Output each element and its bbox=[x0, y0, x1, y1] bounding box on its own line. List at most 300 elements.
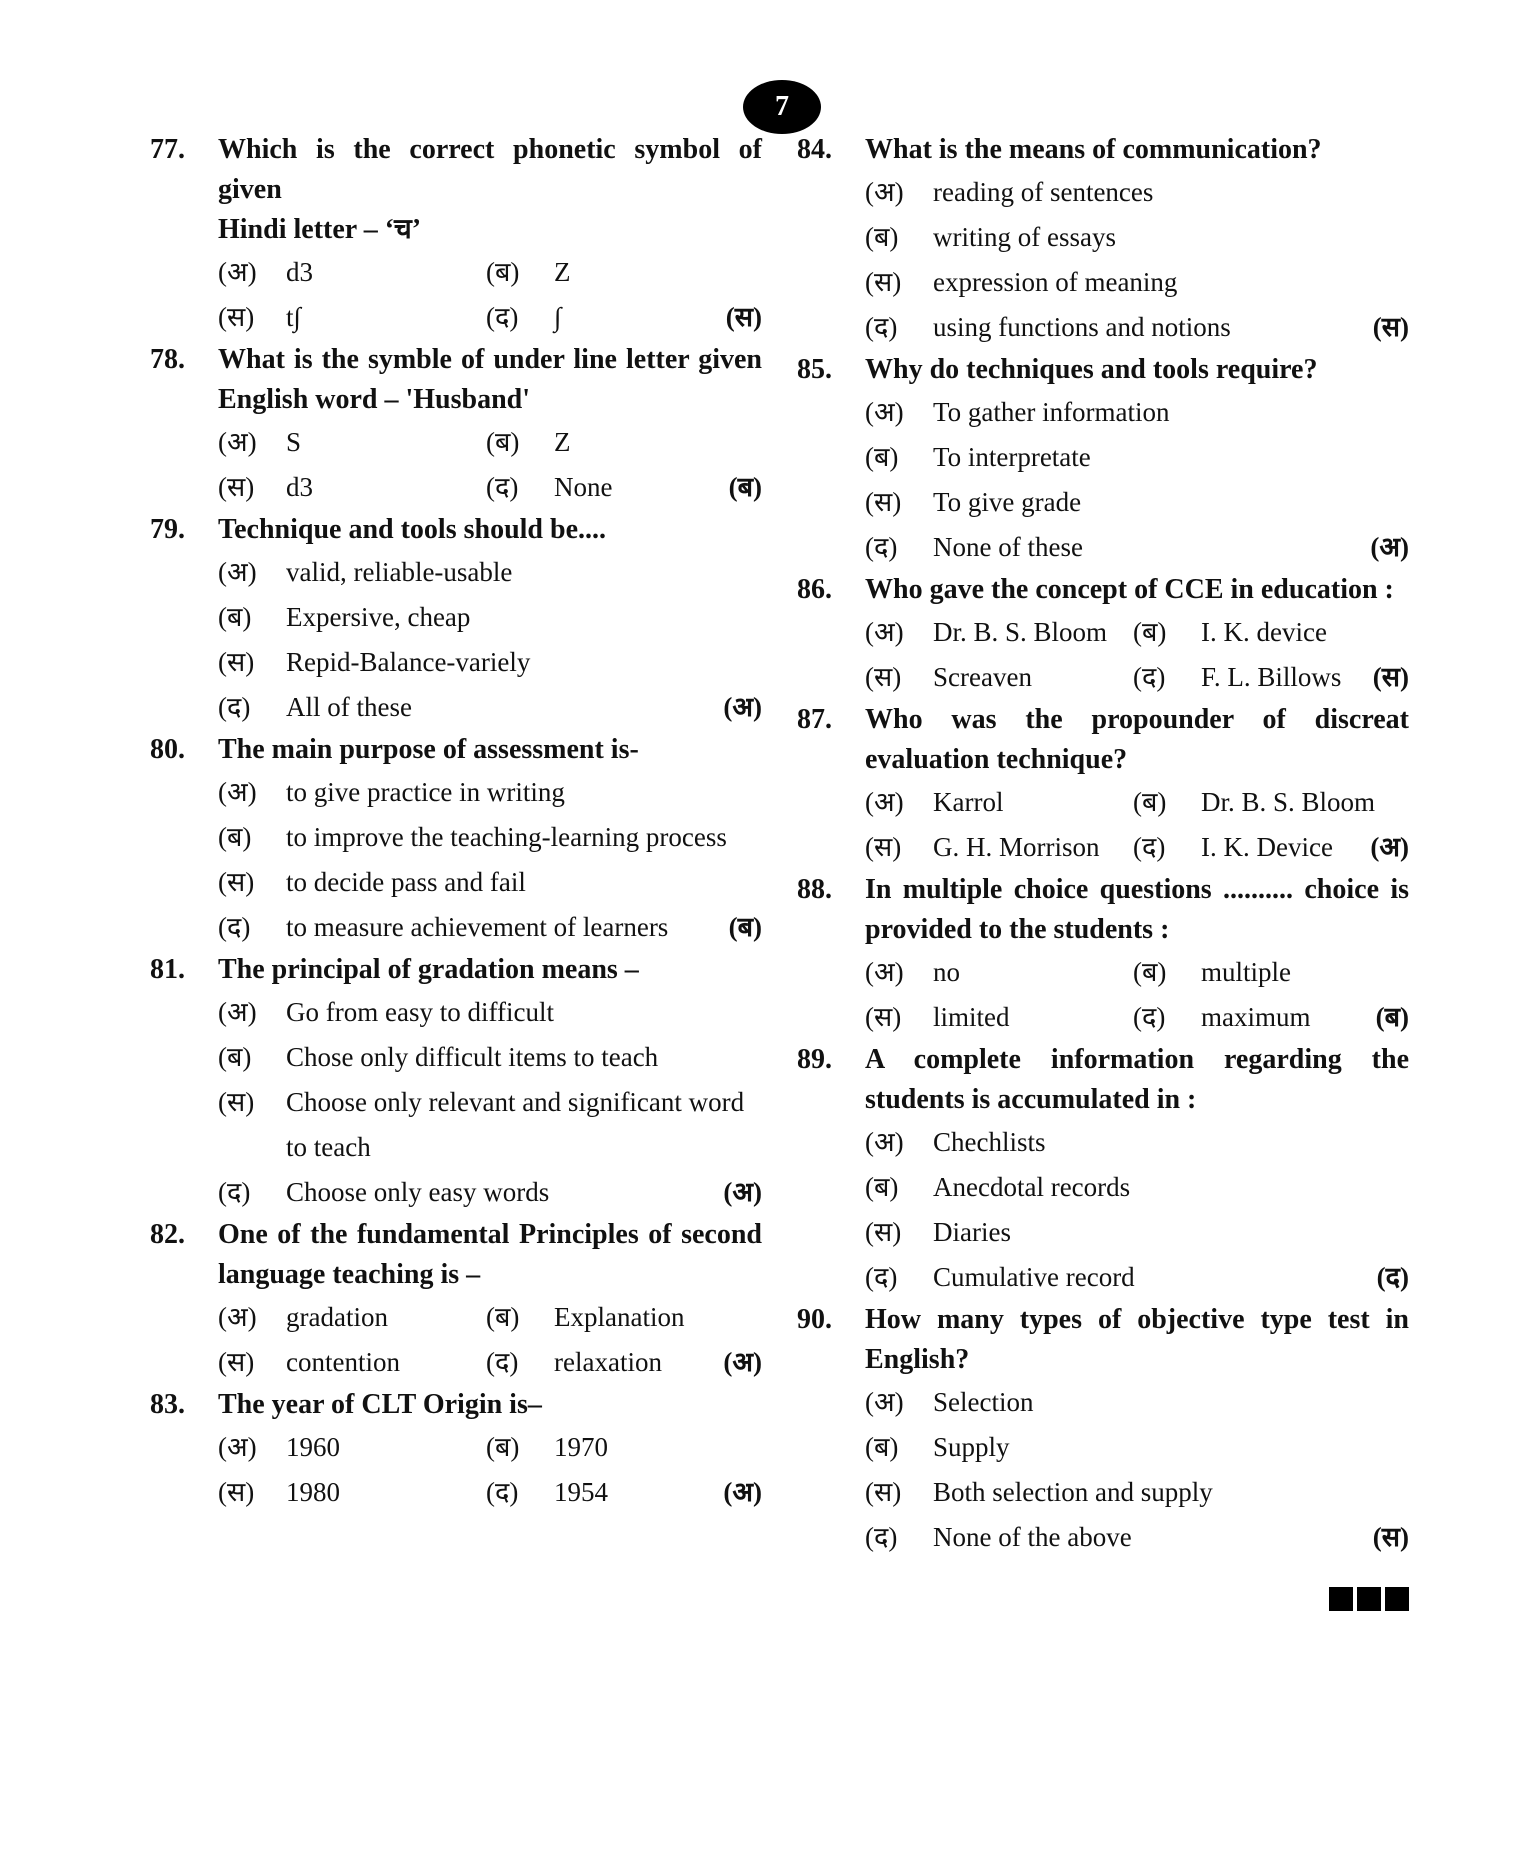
option bbox=[865, 1380, 1033, 1425]
question-text-line bbox=[150, 730, 762, 770]
option-text: Chose only difficult items to teach bbox=[286, 1042, 659, 1072]
question-text: students is accumulated in : bbox=[865, 1084, 1197, 1115]
option-label: (द) bbox=[218, 692, 251, 722]
option-label: (द) bbox=[1133, 1002, 1166, 1032]
option-text: to give practice in writing bbox=[286, 777, 565, 807]
option-label: (ब) bbox=[218, 822, 252, 852]
option bbox=[218, 420, 301, 465]
option-text: I. K. Device bbox=[1201, 832, 1333, 862]
correct-answer: (ब) bbox=[728, 912, 762, 942]
option-text: Choose only relevant and significant word bbox=[286, 1087, 745, 1117]
option bbox=[1133, 780, 1375, 825]
option bbox=[218, 685, 412, 730]
question-text-line bbox=[150, 130, 762, 210]
option-row bbox=[797, 1165, 1409, 1210]
option-row bbox=[797, 825, 1409, 870]
option-text: relaxation bbox=[554, 1347, 662, 1377]
option-text: Repid-Balance-variely bbox=[286, 647, 531, 677]
question-text-line bbox=[797, 130, 1409, 170]
question-text: Hindi letter – ‘च’ bbox=[218, 214, 422, 245]
question-text: The main purpose of assessment is- bbox=[218, 734, 639, 765]
option-text: None bbox=[554, 472, 613, 502]
question-block bbox=[797, 130, 1409, 350]
option bbox=[865, 655, 1032, 700]
question-number: 88. bbox=[797, 874, 832, 905]
option bbox=[218, 1170, 549, 1215]
question-text-line bbox=[797, 350, 1409, 390]
question-text-line bbox=[797, 1340, 1409, 1380]
question-text-line bbox=[150, 380, 762, 420]
option-row bbox=[797, 610, 1409, 655]
question-block bbox=[797, 1040, 1409, 1300]
question-block bbox=[150, 510, 762, 730]
option-text: Explanation bbox=[554, 1302, 685, 1332]
option bbox=[865, 305, 1231, 350]
option-row bbox=[150, 685, 762, 730]
option-label: (अ) bbox=[218, 1432, 257, 1462]
option bbox=[865, 215, 1116, 260]
option-label: (अ) bbox=[865, 397, 904, 427]
correct-answer: (अ) bbox=[723, 1477, 762, 1507]
option-text: no bbox=[933, 957, 960, 987]
correct-answer: (द) bbox=[1376, 1262, 1409, 1292]
option-row bbox=[797, 215, 1409, 260]
question-text: English? bbox=[865, 1344, 970, 1375]
option-text: Z bbox=[554, 257, 571, 287]
option-label: (द) bbox=[486, 302, 519, 332]
question-text: The year of CLT Origin is– bbox=[218, 1389, 542, 1420]
option-text: to measure achievement of learners bbox=[286, 912, 669, 942]
option-label: (ब) bbox=[1133, 957, 1167, 987]
option-label: (स) bbox=[218, 647, 255, 677]
page-number: 7 bbox=[775, 91, 789, 122]
option-label: (स) bbox=[865, 1477, 902, 1507]
option-label: (स) bbox=[218, 302, 255, 332]
option bbox=[865, 610, 1107, 655]
option-row bbox=[150, 550, 762, 595]
correct-answer: (स) bbox=[1372, 662, 1409, 692]
option bbox=[486, 1295, 684, 1340]
option-label: (अ) bbox=[218, 557, 257, 587]
question-number: 84. bbox=[797, 134, 832, 165]
option-text: To gather information bbox=[933, 397, 1170, 427]
end-block bbox=[1329, 1587, 1353, 1611]
question-text: Which is the correct phonetic symbol of given bbox=[218, 134, 762, 205]
end-of-page-marker bbox=[1329, 1587, 1409, 1611]
option-row bbox=[150, 1170, 762, 1215]
option-row bbox=[150, 860, 762, 905]
option-label: (ब) bbox=[865, 1432, 899, 1462]
option-label: (स) bbox=[218, 1087, 255, 1117]
option-label: (द) bbox=[486, 1477, 519, 1507]
option bbox=[218, 1340, 400, 1385]
correct-answer: (अ) bbox=[1370, 832, 1409, 862]
option-label: (ब) bbox=[1133, 617, 1167, 647]
option-row bbox=[797, 390, 1409, 435]
question-block bbox=[150, 950, 762, 1215]
option-text: 1980 bbox=[286, 1477, 340, 1507]
option-label: (द) bbox=[865, 1522, 898, 1552]
option bbox=[486, 465, 612, 510]
option bbox=[218, 1295, 388, 1340]
option-row bbox=[797, 170, 1409, 215]
option-row bbox=[797, 435, 1409, 480]
option-label: (द) bbox=[218, 912, 251, 942]
option bbox=[218, 1035, 658, 1080]
option-text: Dr. B. S. Bloom bbox=[1201, 787, 1376, 817]
option-label: (ब) bbox=[486, 1432, 520, 1462]
option bbox=[865, 825, 1100, 870]
option-label: (ब) bbox=[1133, 787, 1167, 817]
end-block bbox=[1385, 1587, 1409, 1611]
option-row bbox=[797, 1515, 1409, 1560]
option bbox=[218, 1080, 744, 1125]
option-text: Choose only easy words bbox=[286, 1177, 550, 1207]
option-label: (स) bbox=[218, 472, 255, 502]
option-label: (अ) bbox=[218, 257, 257, 287]
option-text: Chechlists bbox=[933, 1127, 1046, 1157]
question-number: 89. bbox=[797, 1044, 832, 1075]
option-label: (अ) bbox=[218, 997, 257, 1027]
correct-answer: (अ) bbox=[723, 1347, 762, 1377]
question-text-line bbox=[150, 510, 762, 550]
option bbox=[865, 170, 1153, 215]
option-text: All of these bbox=[286, 692, 412, 722]
correct-answer: (ब) bbox=[1375, 1002, 1409, 1032]
option bbox=[1133, 825, 1333, 870]
option-label: (अ) bbox=[865, 1127, 904, 1157]
option-label: (अ) bbox=[218, 777, 257, 807]
option-text: Screaven bbox=[933, 662, 1032, 692]
option-row bbox=[797, 655, 1409, 700]
option-text: 1960 bbox=[286, 1432, 340, 1462]
option bbox=[865, 390, 1170, 435]
question-number: 79. bbox=[150, 514, 185, 545]
option-text: ∫ bbox=[554, 302, 562, 332]
option-label: (द) bbox=[486, 1347, 519, 1377]
option-text: Go from easy to difficult bbox=[286, 997, 554, 1027]
end-block bbox=[1357, 1587, 1381, 1611]
option bbox=[486, 250, 571, 295]
option-text: To interpretate bbox=[933, 442, 1091, 472]
question-block bbox=[797, 870, 1409, 1040]
option-label: (स) bbox=[865, 487, 902, 517]
option-label: (द) bbox=[486, 472, 519, 502]
question-block bbox=[797, 350, 1409, 570]
question-block bbox=[150, 1385, 762, 1515]
option-label: (द) bbox=[865, 532, 898, 562]
question-text-line bbox=[150, 340, 762, 380]
option-text: d3 bbox=[286, 257, 313, 287]
option bbox=[218, 640, 530, 685]
option-text: 1954 bbox=[554, 1477, 608, 1507]
question-text-line bbox=[797, 1080, 1409, 1120]
option bbox=[218, 550, 512, 595]
question-text-line bbox=[797, 1300, 1409, 1340]
option-label: (ब) bbox=[486, 427, 520, 457]
question-text: provided to the students : bbox=[865, 914, 1170, 945]
option bbox=[486, 295, 561, 340]
option-row bbox=[797, 525, 1409, 570]
option-text: to decide pass and fail bbox=[286, 867, 526, 897]
option-text: writing of essays bbox=[933, 222, 1116, 252]
option-label: (स) bbox=[218, 1347, 255, 1377]
option-text: S bbox=[286, 427, 302, 457]
option-text: Expersive, cheap bbox=[286, 602, 471, 632]
question-block bbox=[150, 130, 762, 340]
option-text: I. K. device bbox=[1201, 617, 1327, 647]
question-text: In multiple choice questions .......... choice is bbox=[865, 874, 1409, 905]
option bbox=[865, 780, 1003, 825]
question-number: 87. bbox=[797, 704, 832, 735]
option bbox=[1133, 950, 1291, 995]
question-number: 81. bbox=[150, 954, 185, 985]
option-row bbox=[150, 1295, 762, 1340]
question-text-line bbox=[797, 910, 1409, 950]
option-text: Diaries bbox=[933, 1217, 1011, 1247]
option-label: (द) bbox=[865, 1262, 898, 1292]
question-number: 85. bbox=[797, 354, 832, 385]
option-text: using functions and notions bbox=[933, 312, 1231, 342]
option-label: (अ) bbox=[218, 427, 257, 457]
option bbox=[865, 1470, 1213, 1515]
option-row bbox=[150, 990, 762, 1035]
option-row bbox=[150, 465, 762, 510]
page-number-badge bbox=[743, 80, 821, 134]
question-text-line bbox=[150, 1215, 762, 1255]
option-label: (ब) bbox=[865, 222, 899, 252]
option-row bbox=[150, 595, 762, 640]
question-block bbox=[150, 1215, 762, 1385]
question-text: evaluation technique? bbox=[865, 744, 1128, 775]
question-number: 82. bbox=[150, 1219, 185, 1250]
option-text: valid, reliable-usable bbox=[286, 557, 513, 587]
question-number: 83. bbox=[150, 1389, 185, 1420]
option bbox=[865, 1425, 1010, 1470]
option-text: maximum bbox=[1201, 1002, 1311, 1032]
question-text: Technique and tools should be.... bbox=[218, 514, 606, 545]
question-block bbox=[797, 570, 1409, 700]
option bbox=[218, 1425, 340, 1470]
option bbox=[865, 950, 960, 995]
option bbox=[218, 250, 313, 295]
option-text: t∫ bbox=[286, 302, 301, 332]
option-row bbox=[150, 1470, 762, 1515]
option-text: Supply bbox=[933, 1432, 1010, 1462]
option-label: (ब) bbox=[486, 1302, 520, 1332]
option-row bbox=[797, 950, 1409, 995]
question-text: The principal of gradation means – bbox=[218, 954, 639, 985]
question-text: How many types of objective type test in bbox=[865, 1304, 1409, 1335]
option bbox=[486, 1340, 662, 1385]
option-text: to improve the teaching-learning process bbox=[286, 822, 727, 852]
option-text: None of the above bbox=[933, 1522, 1132, 1552]
question-text: Who gave the concept of CCE in education : bbox=[865, 574, 1394, 605]
option-label: (स) bbox=[865, 662, 902, 692]
option-label: (ब) bbox=[865, 442, 899, 472]
option-text: Both selection and supply bbox=[933, 1477, 1213, 1507]
left-column bbox=[150, 130, 762, 1515]
option-label: (स) bbox=[865, 267, 902, 297]
correct-answer: (अ) bbox=[723, 1177, 762, 1207]
option bbox=[218, 465, 313, 510]
option bbox=[865, 1515, 1132, 1560]
option-text: Selection bbox=[933, 1387, 1034, 1417]
option-row bbox=[797, 260, 1409, 305]
correct-answer: (स) bbox=[1372, 1522, 1409, 1552]
option-row bbox=[150, 815, 762, 860]
option-text: Karrol bbox=[933, 787, 1004, 817]
option-text: contention bbox=[286, 1347, 400, 1377]
option-row bbox=[797, 1425, 1409, 1470]
correct-answer: (ब) bbox=[728, 472, 762, 502]
correct-answer: (अ) bbox=[723, 692, 762, 722]
option-text: Anecdotal records bbox=[933, 1172, 1131, 1202]
option-label: (ब) bbox=[865, 1172, 899, 1202]
question-text: Who was the propounder of discreat bbox=[865, 704, 1409, 735]
option bbox=[486, 1425, 608, 1470]
option-label: (स) bbox=[218, 1477, 255, 1507]
question-number: 86. bbox=[797, 574, 832, 605]
option-row bbox=[150, 1035, 762, 1080]
option-row bbox=[150, 1425, 762, 1470]
option-label: (अ) bbox=[865, 787, 904, 817]
option-text: multiple bbox=[1201, 957, 1291, 987]
question-text: What is the symble of under line letter given bbox=[218, 344, 762, 375]
option bbox=[218, 990, 554, 1035]
option-label: (अ) bbox=[218, 1302, 257, 1332]
option-text: Cumulative record bbox=[933, 1262, 1135, 1292]
question-number: 90. bbox=[797, 1304, 832, 1335]
question-text-line bbox=[797, 740, 1409, 780]
option-label: (स) bbox=[218, 867, 255, 897]
option-row bbox=[797, 1255, 1409, 1300]
option bbox=[218, 905, 668, 950]
option bbox=[218, 295, 301, 340]
option-row bbox=[797, 480, 1409, 525]
option-text: To give grade bbox=[933, 487, 1082, 517]
question-block bbox=[797, 1300, 1409, 1560]
option bbox=[486, 420, 571, 465]
option-row bbox=[150, 250, 762, 295]
option bbox=[218, 595, 470, 640]
option-label: (अ) bbox=[865, 177, 904, 207]
correct-answer: (अ) bbox=[1370, 532, 1409, 562]
correct-answer: (स) bbox=[725, 302, 762, 332]
question-text: What is the means of communication? bbox=[865, 134, 1322, 165]
option bbox=[865, 435, 1091, 480]
question-block bbox=[150, 730, 762, 950]
option-text: reading of sentences bbox=[933, 177, 1154, 207]
option bbox=[1133, 655, 1341, 700]
option-text: Dr. B. S. Bloom bbox=[933, 617, 1108, 647]
option bbox=[218, 860, 526, 905]
option-label: (अ) bbox=[865, 617, 904, 647]
option-row bbox=[797, 305, 1409, 350]
option-row bbox=[797, 1210, 1409, 1255]
option-row bbox=[150, 905, 762, 950]
option bbox=[865, 1120, 1046, 1165]
correct-answer: (स) bbox=[1372, 312, 1409, 342]
option-label: (ब) bbox=[218, 602, 252, 632]
option-text: limited bbox=[933, 1002, 1010, 1032]
option bbox=[486, 1470, 608, 1515]
option bbox=[218, 770, 565, 815]
question-text-line bbox=[150, 1385, 762, 1425]
option bbox=[865, 480, 1081, 525]
option-label: (ब) bbox=[486, 257, 520, 287]
question-number: 78. bbox=[150, 344, 185, 375]
question-text: A complete information regarding the bbox=[865, 1044, 1409, 1075]
option bbox=[865, 525, 1083, 570]
option bbox=[865, 1165, 1130, 1210]
option bbox=[865, 1210, 1011, 1255]
question-text-line bbox=[797, 1040, 1409, 1080]
option-row bbox=[797, 1120, 1409, 1165]
option bbox=[865, 1255, 1135, 1300]
option-text: None of these bbox=[933, 532, 1083, 562]
question-text-line bbox=[150, 1255, 762, 1295]
option bbox=[218, 1470, 340, 1515]
question-number: 77. bbox=[150, 134, 185, 165]
option-label: (स) bbox=[865, 832, 902, 862]
question-text-line bbox=[797, 570, 1409, 610]
option-label: (द) bbox=[865, 312, 898, 342]
option bbox=[1133, 995, 1311, 1040]
option-label: (ब) bbox=[218, 1042, 252, 1072]
option-row bbox=[150, 1080, 762, 1125]
option bbox=[1133, 610, 1327, 655]
option-row bbox=[150, 420, 762, 465]
option-label: (अ) bbox=[865, 1387, 904, 1417]
option bbox=[865, 995, 1010, 1040]
question-text-line bbox=[797, 870, 1409, 910]
option-text: d3 bbox=[286, 472, 313, 502]
option-row bbox=[797, 1380, 1409, 1425]
option-row bbox=[150, 640, 762, 685]
option-text: F. L. Billows bbox=[1201, 662, 1342, 692]
option-label: (द) bbox=[218, 1177, 251, 1207]
option-label: (द) bbox=[1133, 832, 1166, 862]
option-label: (स) bbox=[865, 1217, 902, 1247]
option-label: (द) bbox=[1133, 662, 1166, 692]
question-block bbox=[150, 340, 762, 510]
option-row bbox=[150, 295, 762, 340]
option-text: Z bbox=[554, 427, 571, 457]
option-row bbox=[797, 780, 1409, 825]
question-text-line bbox=[150, 210, 762, 250]
option-row bbox=[150, 770, 762, 815]
question-text: English word – 'Husband' bbox=[218, 384, 531, 415]
option-label: (अ) bbox=[865, 957, 904, 987]
question-number: 80. bbox=[150, 734, 185, 765]
option-row bbox=[797, 1470, 1409, 1515]
question-block bbox=[797, 700, 1409, 870]
right-column bbox=[797, 130, 1409, 1560]
option-row bbox=[150, 1340, 762, 1385]
question-text-line bbox=[797, 700, 1409, 740]
option-text: gradation bbox=[286, 1302, 388, 1332]
option bbox=[865, 260, 1177, 305]
question-text-line bbox=[150, 950, 762, 990]
option-text: G. H. Morrison bbox=[933, 832, 1100, 862]
question-text: One of the fundamental Principles of second bbox=[218, 1219, 762, 1250]
question-text: Why do techniques and tools require? bbox=[865, 354, 1318, 385]
option-continuation: to teach bbox=[286, 1132, 371, 1162]
option bbox=[218, 815, 727, 860]
question-text: language teaching is – bbox=[218, 1259, 481, 1290]
option-label: (स) bbox=[865, 1002, 902, 1032]
